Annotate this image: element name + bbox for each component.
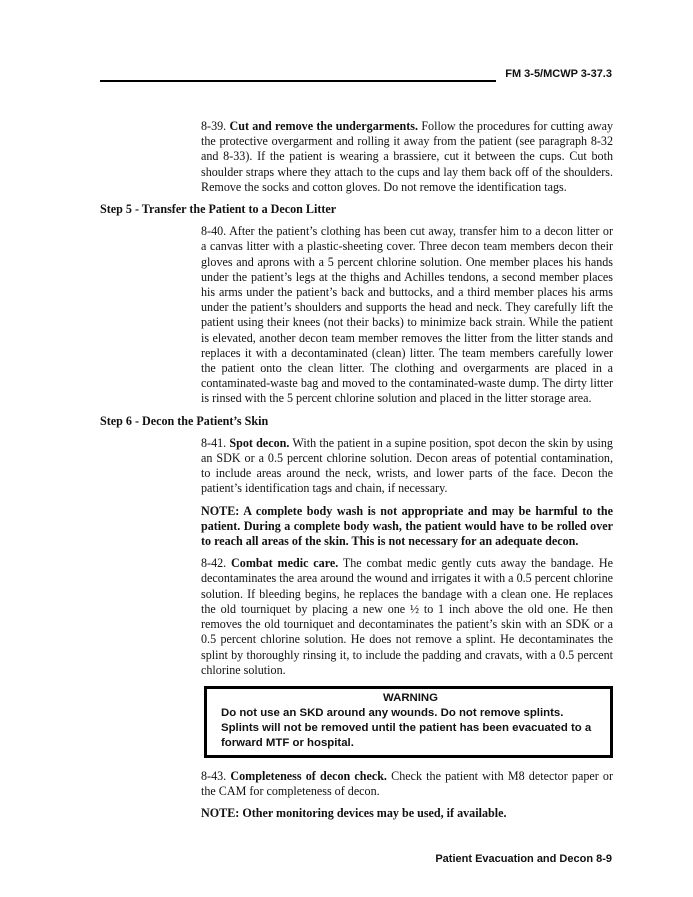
paragraph-heading: Cut and remove the undergarments. [229,119,419,133]
warning-text: Do not use an SKD around any wounds. Do not remove splints. Splints will not be removed until the patient has been evacuated to a forward MTF or hospital. [221,706,592,749]
paragraph-number: 8-42. [201,556,227,571]
paragraph-8-39 [201,119,613,195]
paragraph-number: 8-39. [201,119,227,133]
paragraph-heading: Spot decon. [229,435,290,450]
paragraph-heading: Completeness of decon check. [230,768,387,783]
page-content [100,119,613,829]
header-rule [100,80,496,82]
paragraph-8-43 [201,769,613,799]
running-header: FM 3-5/MCWP 3-37.3 [505,68,612,80]
paragraph-number: 8-41. [201,435,227,450]
warning-title: WARNING [382,691,439,704]
paragraph-number: 8-40. [201,224,227,239]
running-footer: Patient Evacuation and Decon 8-9 [435,853,612,865]
warning-box [204,686,613,758]
paragraph-number: 8-43. [201,768,227,783]
paragraph-text: Check the patient with M8 detector paper or the CAM for completeness of decon. [201,768,614,799]
paragraph-text: With the patient in a supine position, spot decon the skin by using an SDK or a 0.5 percent chlorine solution. Decon areas of potential contamination, to include areas around the neck, wrists, and lower parts of the face. Decon the patient’s identification tags and chain, if necessary. [201,435,613,496]
paragraph-heading: Combat medic care. [231,556,339,571]
paragraph-8-40 [201,224,613,406]
paragraph-text: After the patient’s clothing has been cut away, transfer him to a decon litter or a canvas litter with a plastic-sheeting cover. Three decon team members decon their gloves and aprons with a 5 percent chlorine solution. One member places his hands under the patient’s legs at the thighs and Achilles tendons, a second member places his arms under the patient’s back and buttocks, and a third member places his arms under the patient’s shoulders and supports the head and neck. They carefully lift the patient using their knees (not their backs) to minimize back strain. While the patient is elevated, another decon team member removes the litter from the litter stands and replaces it with a decontaminated (clean) litter. The team members carefully lower the patient onto the clean litter. The clothing and overgarments are placed in a contaminated-waste bag and moved to the contaminated-waste dump. The dirty litter is rinsed with the 5 percent chlorine solution and placed in the litter storage area. [201,224,614,406]
paragraph-text: Follow the procedures for cutting away the protective overgarment and rolling it away from the patient (see paragraph 8-32 and 8-33). If the patient is wearing a brassiere, cut it between the cups. Cut both shoulder straps where they attach to the cups and lay them back off of the shoulders. Remove the socks and cotton gloves. Do not remove the identification tags. [201,119,613,194]
paragraph-8-41 [201,436,613,497]
paragraph-text: The combat medic gently cuts away the bandage. He decontaminates the area around the wound and irrigates it with a 0.5 percent chlorine solution. If bleeding begins, he replaces the bandage with a clean one. He replaces the old tourniquet by placing a new one ½ to 1 inch above the old one. He then removes the old tourniquet and decontaminates the patient’s skin with an SDK or a 0.5 percent chlorine solution. He does not remove a splint. He decontaminates the splint by thoroughly rinsing it, to include the padding and cravats, with a 0.5 percent chlorine solution. [201,556,613,677]
note-monitoring-devices: NOTE: Other monitoring devices may be used, if available. [201,806,507,821]
step-5-heading: Step 5 - Transfer the Patient to a Decon Litter [100,202,337,217]
note-body-wash: NOTE: A complete body wash is not appropriate and may be harmful to the patient. During a complete body wash, the patient would have to be rolled over to reach all areas of the skin. This is not necessary for an adequate decon. [201,503,613,549]
step-6-heading: Step 6 - Decon the Patient’s Skin [100,413,269,428]
paragraph-8-42 [201,556,613,678]
